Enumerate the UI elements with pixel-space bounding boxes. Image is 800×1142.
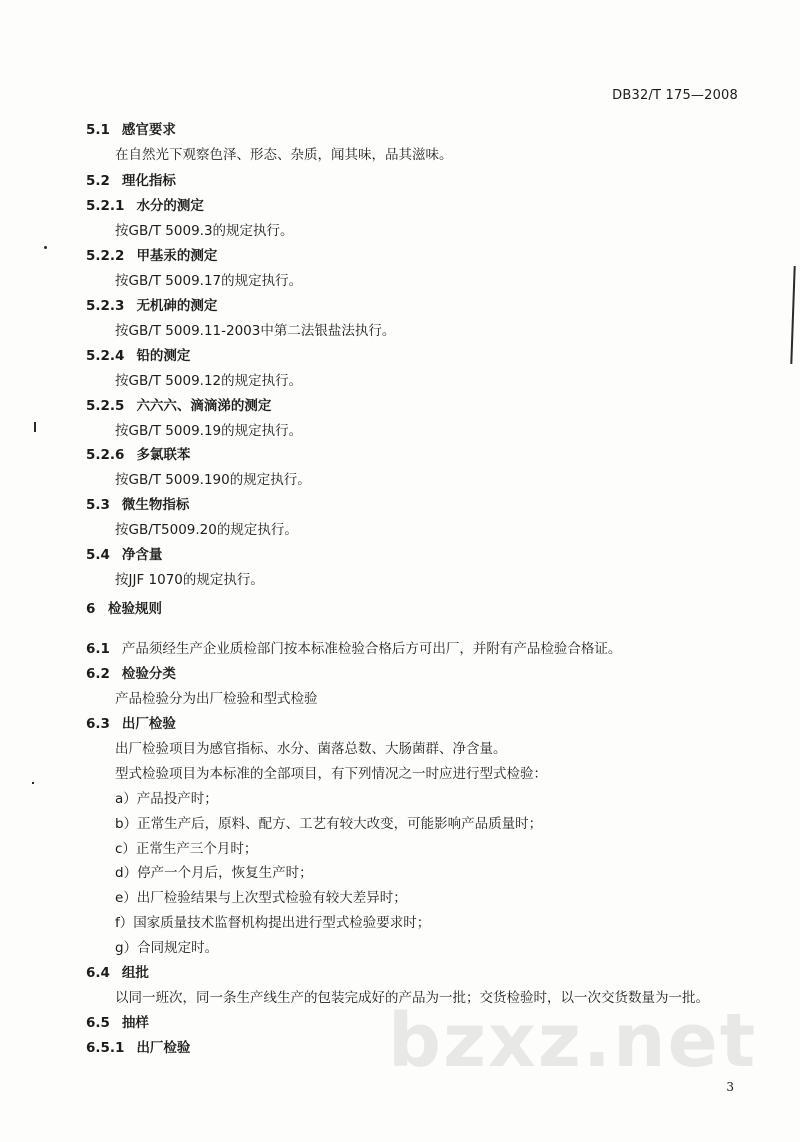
paragraph: 按GB/T5009.20的规定执行。	[115, 522, 298, 538]
paragraph: 6.1 产品须经生产企业质检部门按本标准检验合格后方可出厂，并附有产品检验合格证。	[86, 641, 622, 657]
subsection-heading: 5.2.2 甲基汞的测定	[86, 248, 218, 264]
paragraph: 以同一班次，同一条生产线生产的包装完成好的产品为一批；交货检验时，以一次交货数量为一批。	[115, 990, 709, 1006]
subsection-heading: 5.2.4 铅的测定	[86, 348, 191, 364]
scan-artifact	[32, 782, 34, 784]
section-heading: 5.3 微生物指标	[86, 497, 190, 513]
chapter-heading: 6 检验规则	[86, 601, 162, 617]
list-item: b）正常生产后，原料、配方、工艺有较大改变，可能影响产品质量时；	[115, 816, 543, 832]
section-heading: 5.4 净含量	[86, 547, 163, 563]
scan-artifact	[44, 246, 47, 249]
section-heading: 6.3 出厂检验	[86, 716, 176, 732]
section-heading: 6.5 抽样	[86, 1015, 149, 1031]
paragraph: 在自然光下观察色泽、形态、杂质，闻其味，品其滋味。	[115, 147, 453, 163]
subsection-heading: 5.2.5 六六六、滴滴涕的测定	[86, 398, 272, 414]
subsection-heading: 5.2.1 水分的测定	[86, 198, 204, 214]
paragraph: 按JJF 1070的规定执行。	[115, 572, 264, 588]
paragraph: 型式检验项目为本标准的全部项目，有下列情况之一时应进行型式检验：	[115, 766, 547, 782]
page-number: 3	[726, 1080, 734, 1094]
list-item: d）停产一个月后，恢复生产时；	[115, 865, 313, 881]
scan-artifact	[34, 422, 36, 432]
subsection-heading: 5.2.3 无机砷的测定	[86, 298, 218, 314]
paragraph: 按GB/T 5009.17的规定执行。	[115, 273, 303, 289]
list-item: g）合同规定时。	[115, 940, 219, 956]
paragraph: 出厂检验项目为感官指标、水分、菌落总数、大肠菌群、净含量。	[115, 741, 507, 757]
list-item: a）产品投产时；	[115, 791, 218, 807]
list-item: f）国家质量技术监督机构提出进行型式检验要求时；	[115, 915, 431, 931]
section-heading: 6.4 组批	[86, 965, 149, 981]
section-heading: 6.2 检验分类	[86, 666, 176, 682]
paragraph: 产品检验分为出厂检验和型式检验	[115, 691, 318, 707]
subsection-heading: 6.5.1 出厂检验	[86, 1040, 191, 1056]
list-item: e）出厂检验结果与上次型式检验有较大差异时；	[115, 890, 407, 906]
paragraph: 按GB/T 5009.3的规定执行。	[115, 223, 294, 239]
section-heading: 5.1 感官要求	[86, 122, 176, 138]
paragraph: 按GB/T 5009.12的规定执行。	[115, 373, 303, 389]
section-heading: 5.2 理化指标	[86, 173, 176, 189]
paragraph: 按GB/T 5009.11-2003中第二法银盐法执行。	[115, 323, 396, 339]
paragraph: 按GB/T 5009.190的规定执行。	[115, 472, 311, 488]
subsection-heading: 5.2.6 多氯联苯	[86, 447, 191, 463]
document-code: DB32/T 175—2008	[612, 88, 738, 103]
scan-artifact	[790, 266, 795, 364]
paragraph: 按GB/T 5009.19的规定执行。	[115, 423, 303, 439]
watermark: bzxz.net	[388, 998, 758, 1084]
list-item: c）正常生产三个月时；	[115, 841, 258, 857]
